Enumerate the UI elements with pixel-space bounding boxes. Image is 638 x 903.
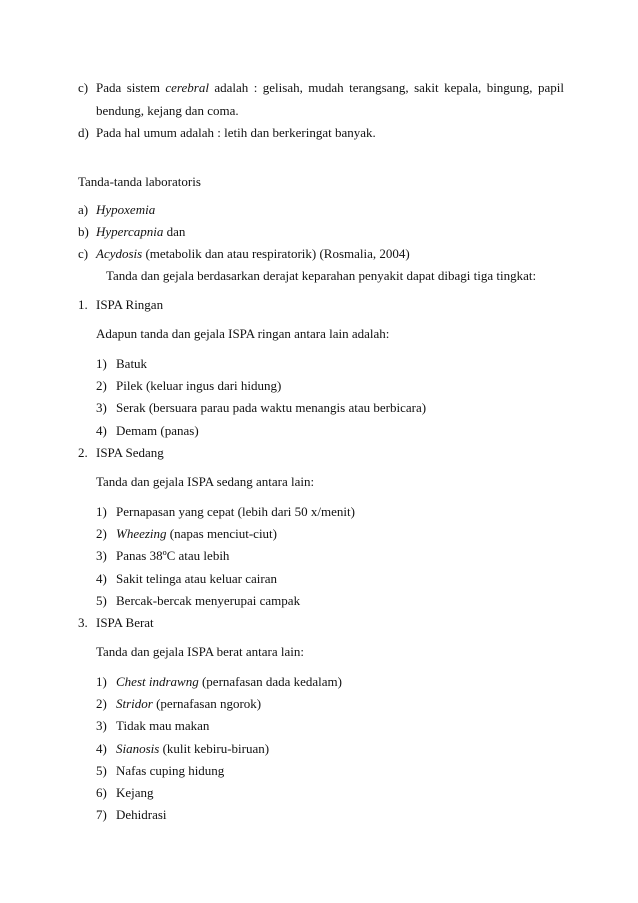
list-marker: d) bbox=[78, 125, 89, 140]
item-text: (metabolik dan atau respiratorik) (Rosmalia, 2004) bbox=[142, 246, 410, 261]
item-text: Pada hal umum adalah : letih dan berkeringat banyak. bbox=[96, 125, 376, 140]
list-marker: 2) bbox=[96, 526, 107, 541]
italic-term: Stridor bbox=[116, 696, 153, 711]
level-title: ISPA Sedang bbox=[96, 445, 164, 460]
item-text: Nafas cuping hidung bbox=[116, 763, 225, 778]
lab-item bbox=[78, 224, 185, 240]
level-title: ISPA Ringan bbox=[96, 297, 164, 312]
list-item bbox=[96, 504, 355, 520]
lab-item bbox=[78, 202, 155, 218]
lab-item bbox=[78, 246, 410, 262]
list-marker: 2) bbox=[96, 696, 107, 711]
list-marker: 2) bbox=[96, 378, 107, 393]
symptom-item-c-text bbox=[96, 80, 564, 96]
text-segment: Pada sistem bbox=[96, 80, 166, 95]
list-marker: 1. bbox=[78, 297, 88, 312]
list-item bbox=[96, 718, 209, 734]
list-marker: c) bbox=[78, 246, 89, 261]
list-item bbox=[96, 807, 167, 823]
italic-term: cerebral bbox=[165, 80, 209, 95]
list-item bbox=[96, 356, 147, 372]
list-item bbox=[96, 378, 281, 394]
level-heading-sedang bbox=[78, 445, 164, 461]
item-text: (kulit kebiru-biruan) bbox=[159, 741, 270, 756]
list-marker: 3) bbox=[96, 548, 107, 563]
list-marker: 3. bbox=[78, 615, 88, 630]
level-title: ISPA Berat bbox=[96, 615, 154, 630]
list-marker: 3) bbox=[96, 400, 107, 415]
list-marker: c) bbox=[78, 80, 89, 95]
list-marker: 1) bbox=[96, 504, 107, 519]
list-marker: a) bbox=[78, 202, 89, 217]
list-marker: 2. bbox=[78, 445, 88, 460]
level-intro: Adapun tanda dan gejala ISPA ringan antara lain adalah: bbox=[96, 326, 390, 341]
symptom-item-d bbox=[78, 125, 376, 141]
item-text: (pernafasan ngorok) bbox=[152, 696, 262, 711]
list-marker: 3) bbox=[96, 718, 107, 733]
level-heading-ringan bbox=[78, 297, 163, 313]
item-text: Demam (panas) bbox=[116, 423, 199, 438]
text-segment: adalah : gelisah, mudah terangsang, sakit kepala, bingung, papil bbox=[208, 80, 564, 95]
list-item bbox=[96, 548, 229, 564]
italic-term: Wheezing bbox=[116, 526, 167, 541]
list-marker: 6) bbox=[96, 785, 107, 800]
list-marker: b) bbox=[78, 224, 89, 239]
severity-intro: Tanda dan gejala berdasarkan derajat keparahan penyakit dapat dibagi tiga tingkat: bbox=[106, 268, 537, 283]
list-marker: 4) bbox=[96, 423, 107, 438]
list-marker: 7) bbox=[96, 807, 107, 822]
list-item bbox=[96, 763, 224, 779]
list-marker: 4) bbox=[96, 571, 107, 586]
symptom-item-c bbox=[78, 80, 96, 96]
item-text: Pernapasan yang cepat (lebih dari 50 x/menit) bbox=[116, 504, 355, 519]
list-marker: 5) bbox=[96, 593, 107, 608]
item-text: Batuk bbox=[116, 356, 148, 371]
item-text: Dehidrasi bbox=[116, 807, 167, 822]
symptom-item-c-continuation: bendung, kejang dan coma. bbox=[96, 103, 239, 118]
item-text: Tidak mau makan bbox=[116, 718, 210, 733]
italic-term: Hypoxemia bbox=[96, 202, 156, 217]
italic-term: Chest indrawng bbox=[116, 674, 199, 689]
level-heading-berat bbox=[78, 615, 154, 631]
level-intro: Tanda dan gejala ISPA berat antara lain: bbox=[96, 644, 304, 659]
list-item bbox=[96, 526, 277, 542]
list-item bbox=[96, 785, 154, 801]
list-item bbox=[96, 571, 277, 587]
list-item bbox=[96, 674, 342, 690]
list-item bbox=[96, 400, 426, 416]
italic-term: Acydosis bbox=[96, 246, 143, 261]
list-marker: 1) bbox=[96, 356, 107, 371]
item-text: Bercak-bercak menyerupai campak bbox=[116, 593, 301, 608]
list-marker: 5) bbox=[96, 763, 107, 778]
italic-term: Sianosis bbox=[116, 741, 160, 756]
item-text: (pernafasan dada kedalam) bbox=[198, 674, 342, 689]
list-marker: 1) bbox=[96, 674, 107, 689]
list-item bbox=[96, 696, 261, 712]
list-marker: 4) bbox=[96, 741, 107, 756]
item-text: (napas menciut-ciut) bbox=[166, 526, 278, 541]
item-text: Panas 38ºC atau lebih bbox=[116, 548, 230, 563]
item-text: Serak (bersuara parau pada waktu menangis atau berbicara) bbox=[116, 400, 427, 415]
item-text: Pilek (keluar ingus dari hidung) bbox=[116, 378, 282, 393]
list-item bbox=[96, 741, 269, 757]
lab-heading: Tanda-tanda laboratoris bbox=[78, 174, 201, 189]
item-text: dan bbox=[163, 224, 186, 239]
level-intro: Tanda dan gejala ISPA sedang antara lain: bbox=[96, 474, 315, 489]
item-text: Kejang bbox=[116, 785, 154, 800]
list-item bbox=[96, 423, 199, 439]
item-text: Sakit telinga atau keluar cairan bbox=[116, 571, 277, 586]
italic-term: Hypercapnia bbox=[96, 224, 164, 239]
list-item bbox=[96, 593, 300, 609]
